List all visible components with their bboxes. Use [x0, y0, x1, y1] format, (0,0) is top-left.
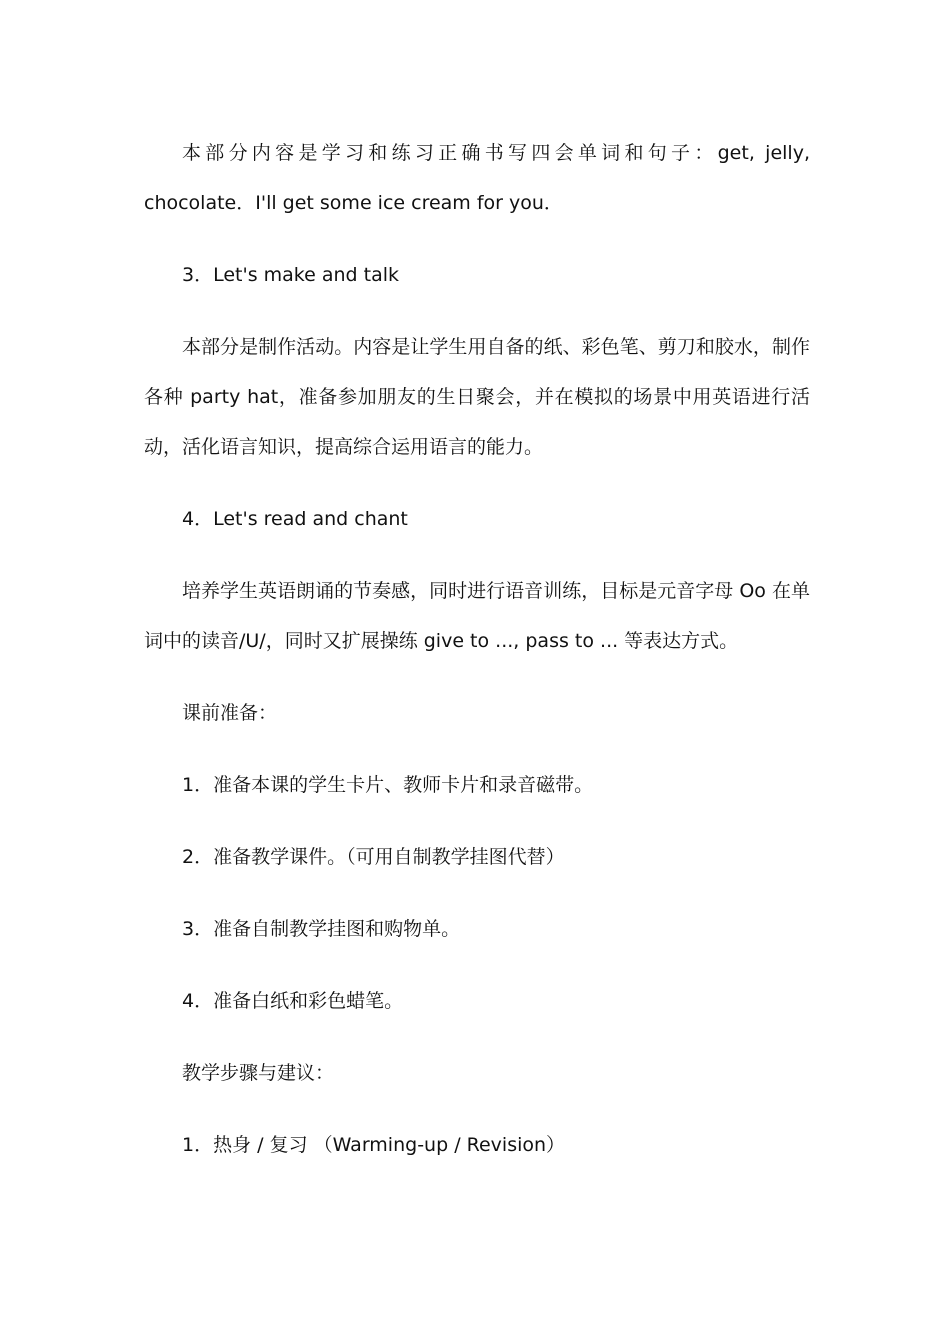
heading-lets-read-and-chant: 4．Let's read and chant	[182, 508, 408, 530]
paragraph-gap	[144, 544, 810, 566]
paragraph-gap	[144, 472, 810, 494]
list-item-prep-1: 1．准备本课的学生卡片、教师卡片和录音磁带。	[182, 774, 594, 796]
paragraph-chant-training: 培养学生英语朗诵的节奏感，同时进行语音训练，目标是元音字母 Oo 在单词中的读音/U/，同时又扩展操练 give to ..., pass to ... 等表达方式。	[144, 580, 810, 652]
document-page	[144, 128, 810, 1170]
paragraph-gap	[144, 738, 810, 760]
paragraph-writing-words: 本部分内容是学习和练习正确书写四会单词和句子：get, jelly, chocolate．I'll get some ice cream for you．	[144, 142, 810, 214]
heading-preparation: 课前准备：	[182, 702, 278, 724]
paragraph-gap	[144, 954, 810, 976]
paragraph-making-activity: 本部分是制作活动。内容是让学生用自备的纸、彩色笔、剪刀和胶水，制作各种 party hat，准备参加朋友的生日聚会，并在模拟的场景中用英语进行活动，活化语言知识，提高综合运用语言的能力。	[144, 336, 810, 458]
paragraph-gap	[144, 228, 810, 250]
paragraph-gap	[144, 300, 810, 322]
heading-lets-make-and-talk: 3．Let's make and talk	[182, 264, 400, 286]
list-item-prep-3: 3．准备自制教学挂图和购物单。	[182, 918, 461, 940]
paragraph-gap	[144, 666, 810, 688]
list-item-prep-2: 2．准备教学课件。（可用自制教学挂图代替）	[182, 846, 565, 868]
list-item-step-1: 1．热身 / 复习 （Warming-up / Revision）	[182, 1134, 566, 1156]
heading-teaching-steps: 教学步骤与建议：	[182, 1062, 335, 1084]
paragraph-gap	[144, 1098, 810, 1120]
paragraph-gap	[144, 1026, 810, 1048]
paragraph-gap	[144, 882, 810, 904]
list-item-prep-4: 4．准备白纸和彩色蜡笔。	[182, 990, 404, 1012]
paragraph-gap	[144, 810, 810, 832]
